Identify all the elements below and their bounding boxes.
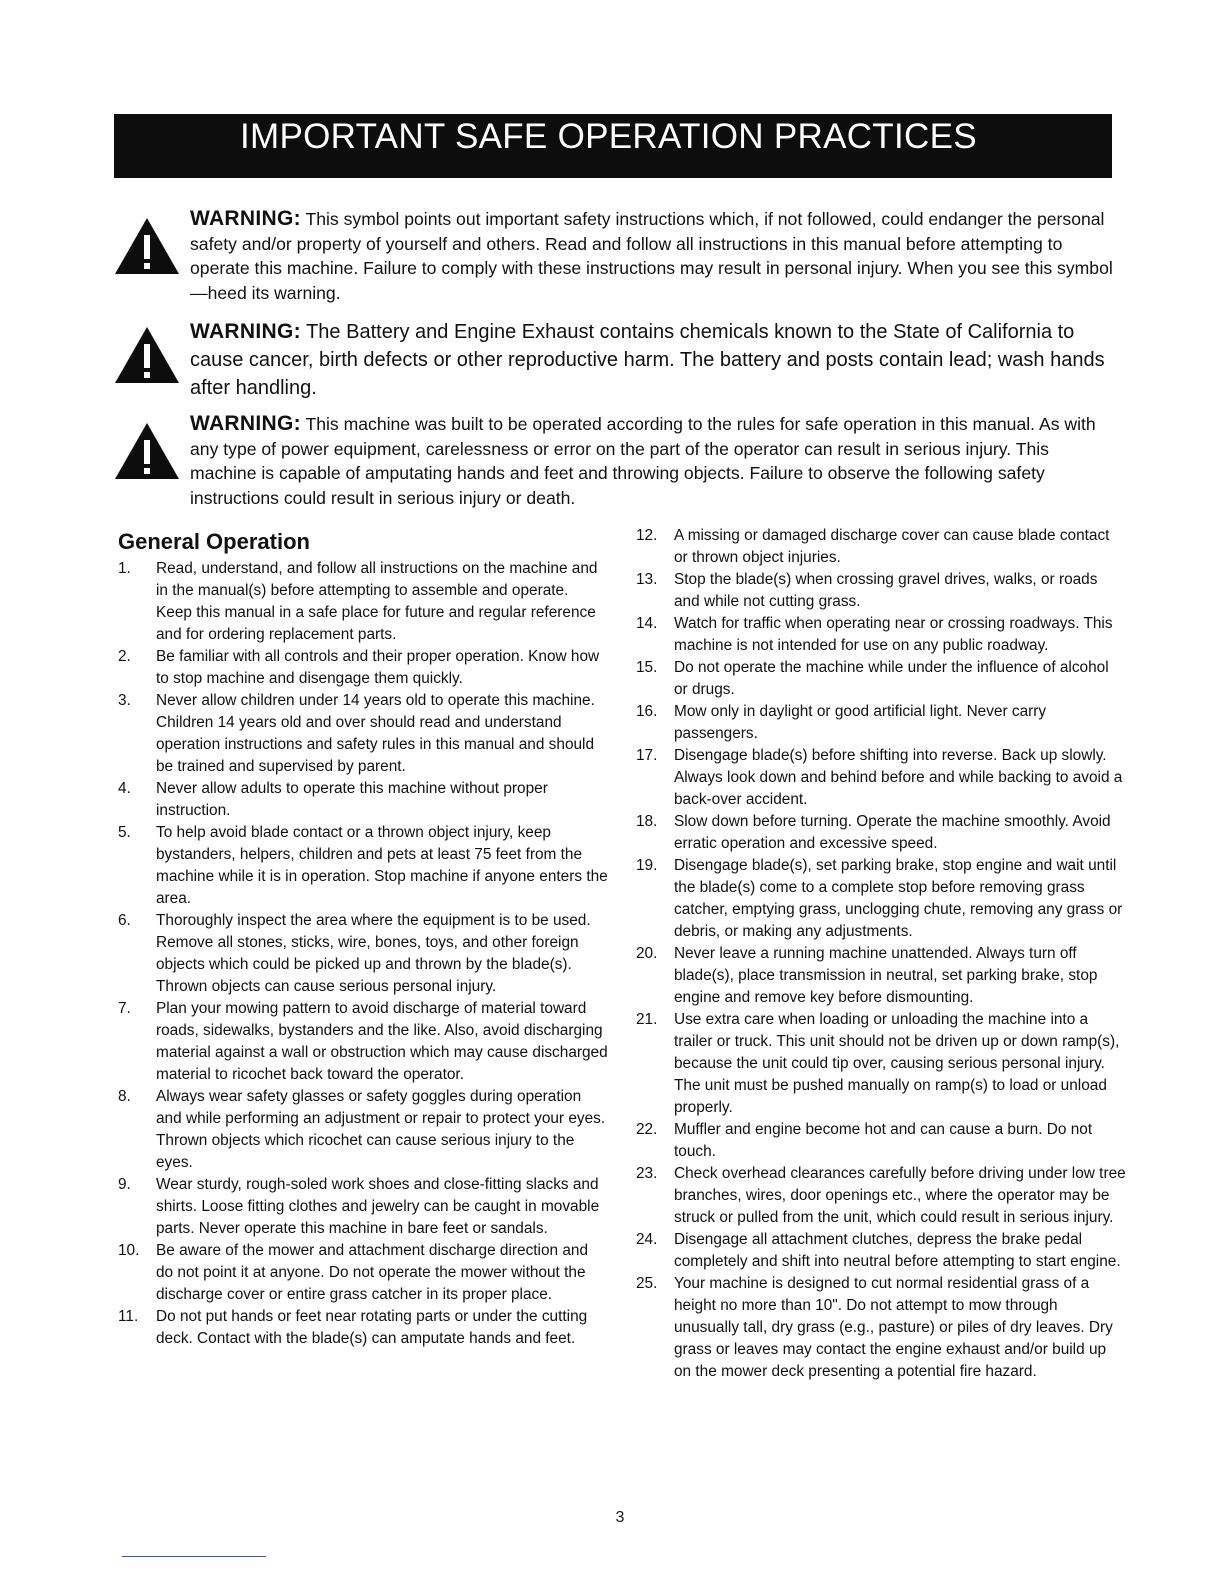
list-item xyxy=(636,1229,1126,1273)
item-number: 13. xyxy=(636,571,658,588)
list-item xyxy=(118,822,608,910)
item-number: 5. xyxy=(118,824,131,841)
item-text: Be aware of the mower and attachment discharge direction and do not point it at anyone. Do not operate the mower without the discharge cover or entire grass catcher in its proper place. xyxy=(156,1242,589,1303)
warning-label: WARNING: xyxy=(190,320,301,343)
warning-block-operation xyxy=(114,412,1114,516)
item-number: 16. xyxy=(636,703,658,720)
list-item xyxy=(118,690,608,778)
item-text: Thoroughly inspect the area where the equipment is to be used. Remove all stones, sticks, wire, bones, toys, and other foreign objects which could be picked up and thrown by the blade(s). Thrown objects can cause serious personal injury. xyxy=(156,912,591,995)
item-text: Never allow children under 14 years old to operate this machine. Children 14 years old and over should read and understand operation instructions and safety rules in this manual and should be trained and supervised by parent. xyxy=(156,692,595,775)
rules-list-left xyxy=(118,558,608,1350)
item-text: Disengage all attachment clutches, depress the brake pedal completely and shift into neutral before attempting to start engine. xyxy=(674,1231,1121,1270)
warning-block-california xyxy=(114,318,1114,402)
section-heading: General Operation xyxy=(118,529,310,554)
item-number: 2. xyxy=(118,648,131,665)
item-text: Slow down before turning. Operate the machine smoothly. Avoid erratic operation and excessive speed. xyxy=(674,813,1111,852)
warning-body: The Battery and Engine Exhaust contains chemicals known to the State of California to cause cancer, birth defects or other reproductive harm. The battery and posts contain lead; wash hands after handling. xyxy=(190,321,1105,399)
list-item xyxy=(636,1009,1126,1119)
item-number: 18. xyxy=(636,813,658,830)
item-text: Your machine is designed to cut normal residential grass of a height no more than 10". Do not attempt to mow through unusually tall, dry grass (e.g., pasture) or piles of dry leaves. Dry grass or leaves may contact the engine exhaust and/or build up on the mower deck presenting a potential fire hazard. xyxy=(674,1275,1113,1380)
item-number: 10. xyxy=(118,1242,140,1259)
item-text: Do not operate the machine while under the influence of alcohol or drugs. xyxy=(674,659,1109,698)
item-number: 20. xyxy=(636,945,658,962)
warning-body: This machine was built to be operated according to the rules for safe operation in this manual. As with any type of power equipment, carelessness or error on the part of the operator can result in serious injury. This machine is capable of amputating hands and feet and throwing objects. Failure to observe the following safety instructions could result in serious injury or death. xyxy=(190,414,1096,508)
list-item xyxy=(636,1119,1126,1163)
warning-text xyxy=(190,207,1114,305)
list-item xyxy=(118,646,608,690)
list-item xyxy=(636,811,1126,855)
list-item xyxy=(636,1273,1126,1383)
page-banner xyxy=(114,114,1112,178)
warning-block-symbol xyxy=(114,207,1114,311)
list-item xyxy=(636,943,1126,1009)
item-text: Do not put hands or feet near rotating parts or under the cutting deck. Contact with the blade(s) can amputate hands and feet. xyxy=(156,1308,588,1347)
list-item xyxy=(636,701,1126,745)
list-item xyxy=(118,1174,608,1240)
item-text: Always wear safety glasses or safety goggles during operation and while performing an adjustment or repair to protect your eyes. Thrown objects which ricochet can cause serious injury to the eyes. xyxy=(156,1088,606,1171)
item-text: Watch for traffic when operating near or crossing roadways. This machine is not intended for use on any public roadway. xyxy=(674,615,1113,654)
item-number: 4. xyxy=(118,780,131,797)
item-number: 7. xyxy=(118,1000,131,1017)
banner-title: IMPORTANT SAFE OPERATION PRACTICES xyxy=(240,117,977,156)
list-item xyxy=(636,1163,1126,1229)
list-item xyxy=(636,569,1126,613)
item-text: A missing or damaged discharge cover can cause blade contact or thrown object injuries. xyxy=(674,527,1110,566)
item-text: Plan your mowing pattern to avoid discharge of material toward roads, sidewalks, bystanders and the like. Also, avoid discharging material against a wall or obstruction which may cause discharged material to ricochet back toward the operator. xyxy=(156,1000,608,1083)
item-number: 8. xyxy=(118,1088,131,1105)
warning-triangle-icon xyxy=(114,217,180,275)
list-item xyxy=(118,998,608,1086)
footer-rule xyxy=(122,1556,266,1557)
warning-triangle-icon xyxy=(114,422,180,480)
warning-text xyxy=(190,318,1114,402)
item-number: 22. xyxy=(636,1121,658,1138)
item-number: 11. xyxy=(118,1308,139,1325)
item-number: 3. xyxy=(118,692,131,709)
item-number: 15. xyxy=(636,659,658,676)
item-number: 17. xyxy=(636,747,658,764)
warning-text xyxy=(190,412,1114,510)
item-text: Use extra care when loading or unloading the machine into a trailer or truck. This unit should not be driven up or down ramp(s), because the unit could tip over, causing serious personal injury. The unit must be pushed manually on ramp(s) to load or unload properly. xyxy=(674,1011,1120,1116)
list-item xyxy=(636,745,1126,811)
list-item xyxy=(636,657,1126,701)
list-item xyxy=(118,910,608,998)
item-text: Disengage blade(s), set parking brake, stop engine and wait until the blade(s) come to a complete stop before removing grass catcher, emptying grass, unclogging chute, removing any grass or debris, or making any adjustments. xyxy=(674,857,1123,940)
rules-list-right xyxy=(636,525,1126,1383)
list-item xyxy=(118,778,608,822)
warning-label: WARNING: xyxy=(190,412,301,435)
item-text: Disengage blade(s) before shifting into reverse. Back up slowly. Always look down and behind before and while backing to avoid a back-over accident. xyxy=(674,747,1123,808)
list-item xyxy=(636,613,1126,657)
item-text: Check overhead clearances carefully before driving under low tree branches, wires, door openings etc., where the operator may be struck or pulled from the unit, which could result in serious injury. xyxy=(674,1165,1126,1226)
item-text: Muffler and engine become hot and can cause a burn. Do not touch. xyxy=(674,1121,1093,1160)
page-number: 3 xyxy=(615,1509,625,1526)
item-text: Mow only in daylight or good artificial light. Never carry passengers. xyxy=(674,703,1047,742)
item-number: 6. xyxy=(118,912,131,929)
item-text: Never leave a running machine unattended. Always turn off blade(s), place transmission in neutral, set parking brake, stop engine and remove key before dismounting. xyxy=(674,945,1098,1006)
item-number: 9. xyxy=(118,1176,131,1193)
item-number: 19. xyxy=(636,857,658,874)
item-number: 21. xyxy=(636,1011,658,1028)
item-text: Be familiar with all controls and their proper operation. Know how to stop machine and disengage them quickly. xyxy=(156,648,600,687)
item-number: 24. xyxy=(636,1231,658,1248)
warning-body: This symbol points out important safety instructions which, if not followed, could endanger the personal safety and/or property of yourself and others. Read and follow all instructions in this manual before attempting to operate this machine. Failure to comply with these instructions may result in personal injury. When you see this symbol—heed its warning. xyxy=(190,209,1113,303)
item-number: 14. xyxy=(636,615,658,632)
list-item xyxy=(118,1086,608,1174)
item-text: Read, understand, and follow all instructions on the machine and in the manual(s) before attempting to assemble and operate. Keep this manual in a safe place for future and regular reference and for ordering replacement parts. xyxy=(156,560,598,643)
warning-triangle-icon xyxy=(114,326,180,384)
item-text: To help avoid blade contact or a thrown object injury, keep bystanders, helpers, children and pets at least 75 feet from the machine while it is in operation. Stop machine if anyone enters the area. xyxy=(156,824,608,907)
item-number: 1. xyxy=(118,560,131,577)
item-number: 12. xyxy=(636,527,658,544)
item-text: Never allow adults to operate this machine without proper instruction. xyxy=(156,780,548,819)
list-item xyxy=(636,855,1126,943)
item-number: 25. xyxy=(636,1275,658,1292)
item-text: Stop the blade(s) when crossing gravel drives, walks, or roads and while not cutting grass. xyxy=(674,571,1098,610)
item-text: Wear sturdy, rough-soled work shoes and close-fitting slacks and shirts. Loose fitting clothes and jewelry can be caught in movable parts. Never operate this machine in bare feet or sandals. xyxy=(156,1176,600,1237)
list-item xyxy=(118,1240,608,1306)
warning-label: WARNING: xyxy=(190,207,301,230)
item-number: 23. xyxy=(636,1165,658,1182)
list-item xyxy=(636,525,1126,569)
list-item xyxy=(118,558,608,646)
list-item xyxy=(118,1306,608,1350)
